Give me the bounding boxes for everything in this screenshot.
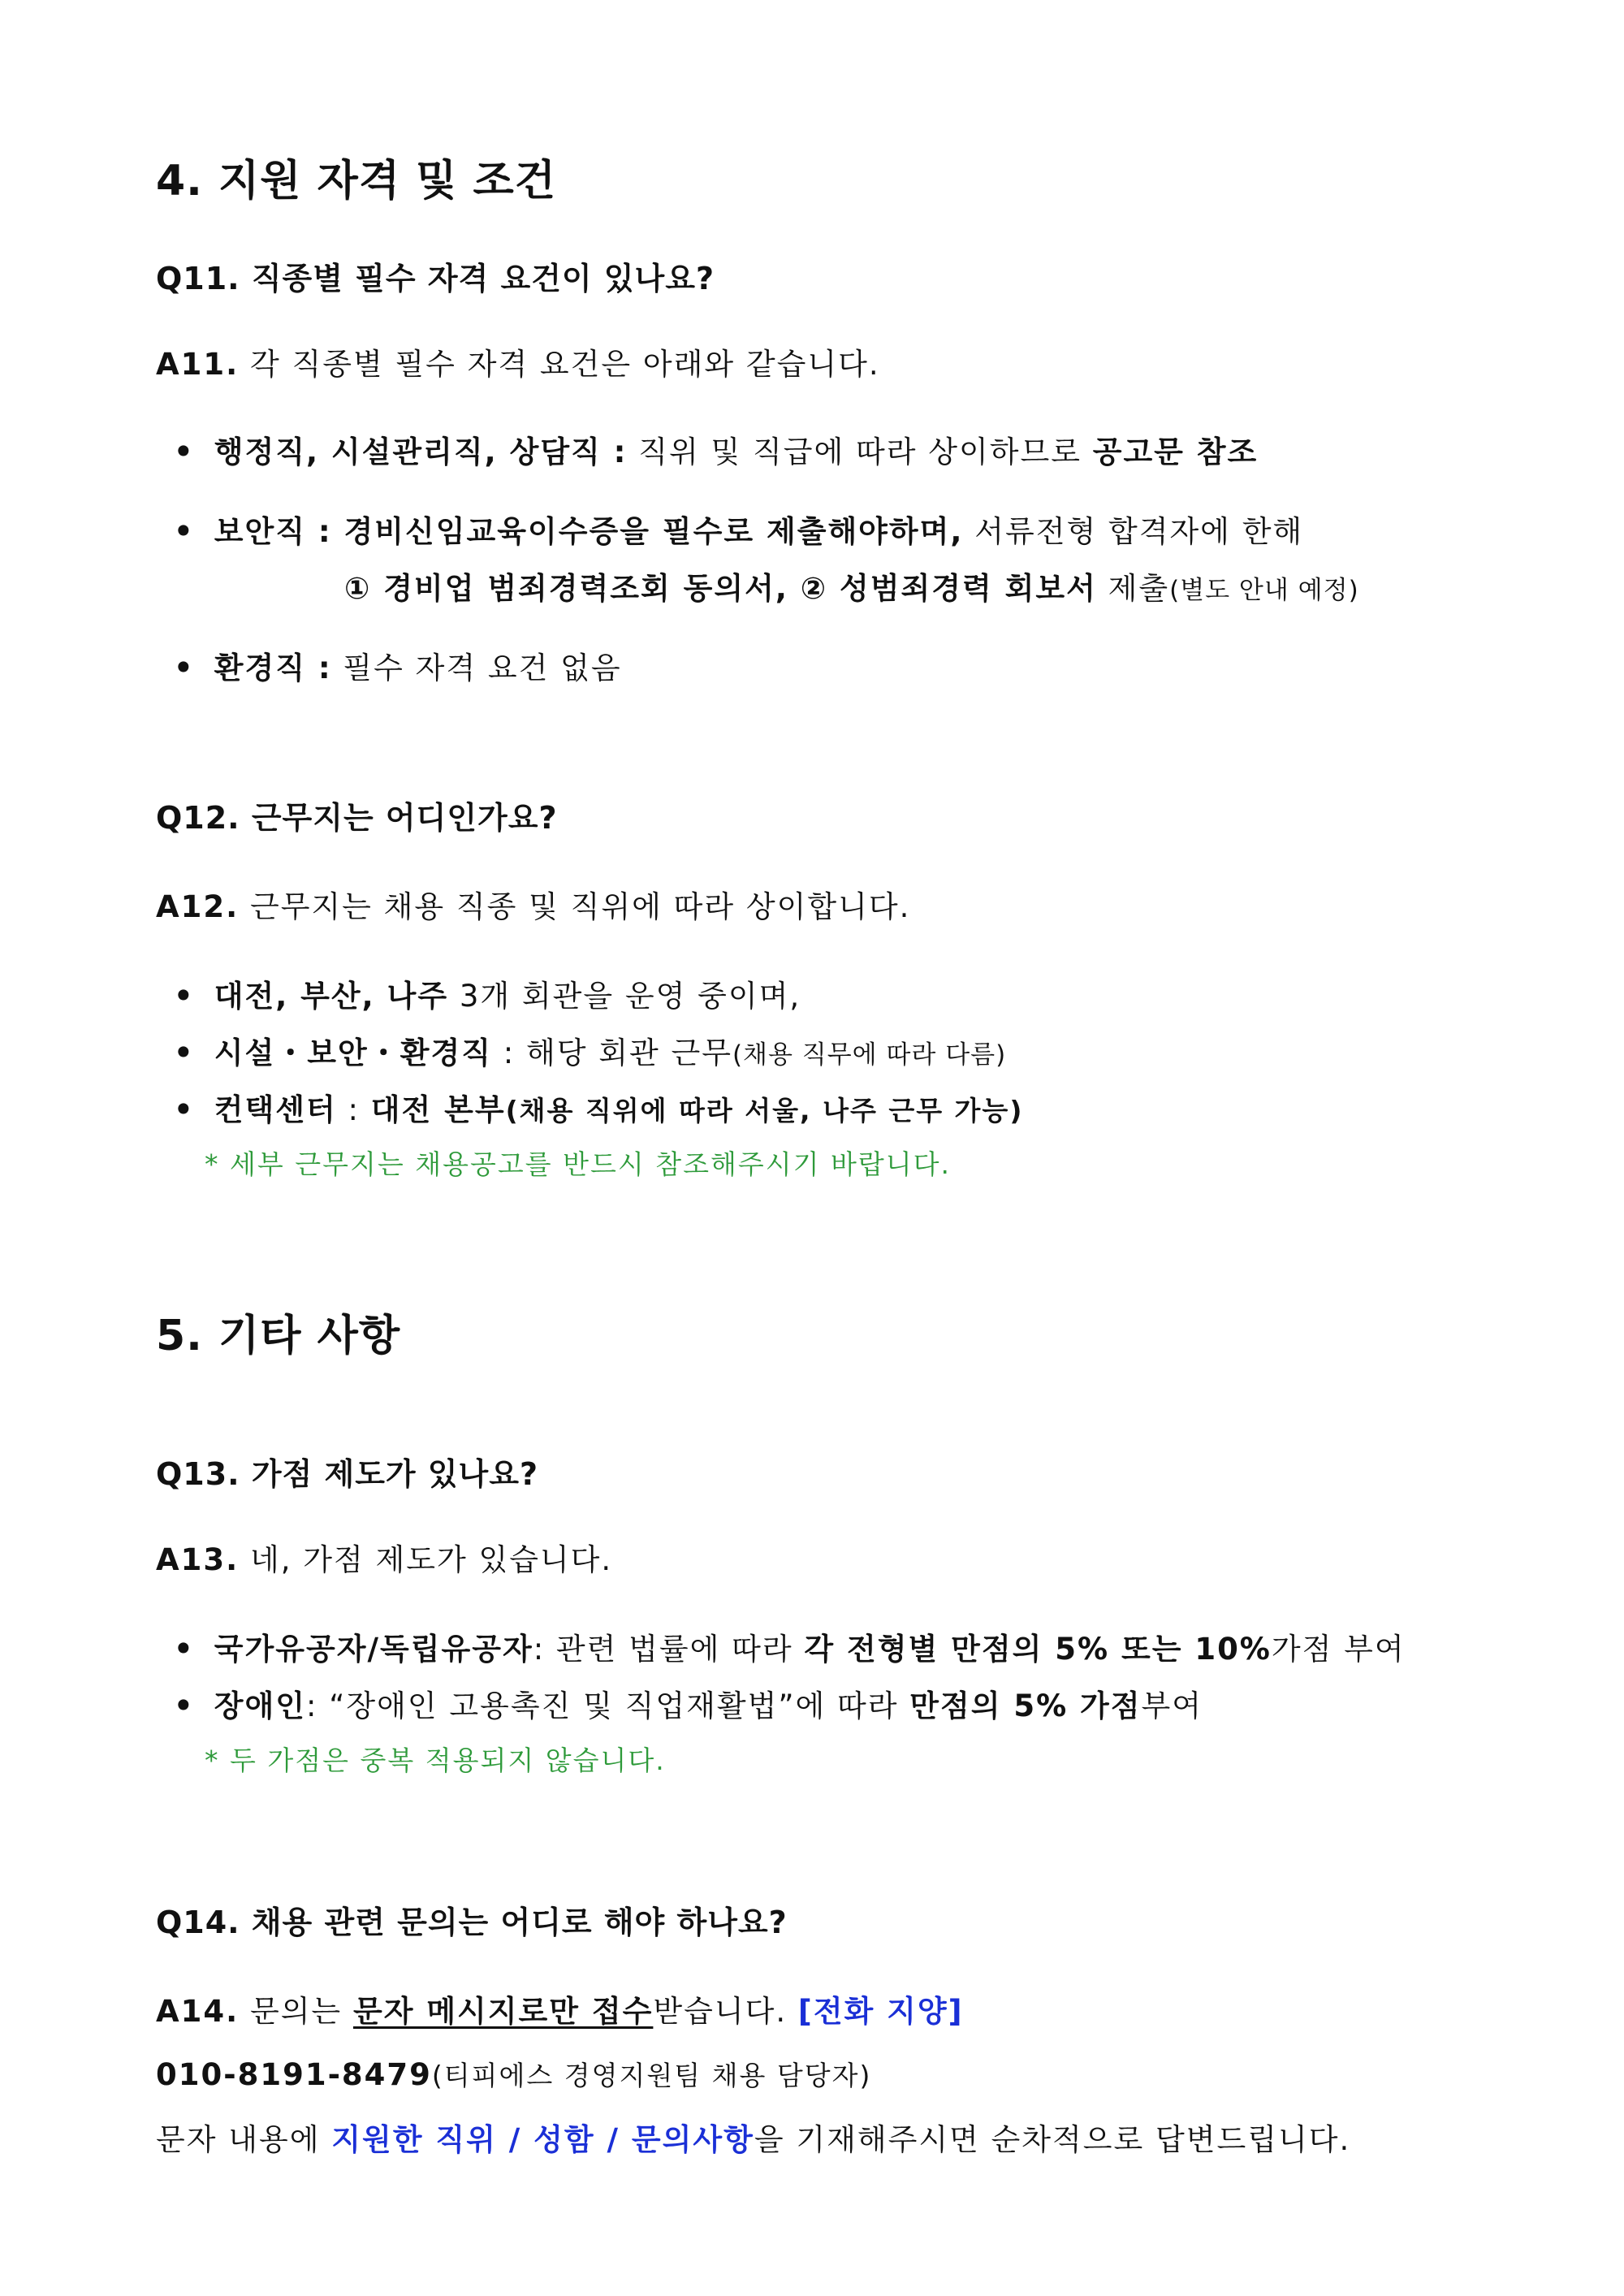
item-small: (채용 직무에 따라 다름)	[732, 1040, 1007, 1070]
list-item	[174, 1028, 1006, 1072]
answer-text: 각 직종별 필수 자격 요건은 아래와 같습니다.	[249, 347, 880, 382]
list-item-continuation	[344, 564, 1359, 608]
item-bold: 컨택센터	[214, 1092, 337, 1127]
q13-question: Q13. 가점 제도가 있나요?	[156, 1456, 539, 1492]
list-item	[174, 971, 801, 1015]
answer-label: A12.	[156, 889, 240, 924]
item-bold: 대전, 부산, 나주	[214, 979, 449, 1014]
q13-answer	[156, 1535, 612, 1579]
answer-emphasis: 문자 메시지로만 접수	[352, 1994, 654, 2029]
item-bold: 시설・보안・환경직	[214, 1036, 492, 1070]
item-text: 서류전형 합격자에 한해	[963, 514, 1304, 549]
list-item	[174, 1085, 1023, 1129]
item-bold: 행정직, 시설관리직, 상담직 :	[214, 435, 628, 469]
q11-answer	[156, 339, 880, 383]
answer-text: 근무지는 채용 직종 및 직위에 따라 상이합니다.	[249, 889, 911, 924]
item-text: 부여	[1141, 1688, 1203, 1723]
item-bold: 공고문 참조	[1092, 435, 1259, 469]
item-bold: 장애인	[214, 1688, 306, 1723]
item-text: : 관련 법률에 따라	[533, 1632, 805, 1667]
item-bold: (채용 직위에 따라 서울, 나주 근무 가능)	[505, 1095, 1024, 1126]
item-text: 가점 부여	[1271, 1632, 1406, 1667]
q11-question: Q11. 직종별 필수 자격 요건이 있나요?	[156, 261, 715, 296]
contact-line	[156, 2055, 871, 2093]
answer-text: 받습니다.	[653, 1994, 798, 2029]
list-item	[174, 643, 622, 687]
list-item	[174, 1681, 1203, 1725]
instruction-text: 문자 내용에	[156, 2122, 332, 2157]
item-bold: 경비신임교육이수증을 필수로 제출해야하며,	[331, 514, 964, 549]
item-bold: 대전 본부	[370, 1092, 506, 1127]
item-bold: 환경직 :	[214, 651, 332, 685]
phone-number: 010-8191-8479	[156, 2057, 432, 2092]
item-text: : 해당 회관 근무	[491, 1036, 732, 1070]
q14-answer	[156, 1987, 964, 2030]
item-bold: ① 경비업 범죄경력조회 동의서, ② 성범죄경력 회보서	[344, 571, 1097, 606]
contact-description: (티피에스 경영지원팀 채용 담당자)	[431, 2060, 872, 2091]
item-text: :	[336, 1092, 371, 1127]
answer-label: A14.	[156, 1994, 240, 2029]
instruction-line	[156, 2115, 1350, 2159]
item-bold: 만점의 5% 가점	[909, 1688, 1142, 1723]
list-item	[174, 507, 1303, 551]
list-item	[174, 427, 1258, 471]
item-text: 필수 자격 요건 없음	[331, 651, 622, 685]
q13-note: * 두 가점은 중복 적용되지 않습니다.	[205, 1745, 666, 1776]
section4-title: 4. 지원 자격 및 조건	[156, 157, 556, 205]
item-bold: 국가유공자/독립유공자	[214, 1632, 533, 1667]
item-text: 제출	[1096, 571, 1170, 606]
item-text: : “장애인 고용촉진 및 직업재활법”에 따라	[306, 1688, 910, 1723]
item-bold: 보안직 :	[214, 514, 332, 549]
answer-text: 네, 가점 제도가 있습니다.	[249, 1542, 613, 1577]
item-text: 직위 및 직급에 따라 상이하므로	[627, 435, 1093, 469]
item-text: 3개 회관을 운영 중이며,	[448, 979, 801, 1014]
instruction-emphasis: 지원한 직위 / 성함 / 문의사항	[331, 2122, 754, 2157]
q12-question: Q12. 근무지는 어디인가요?	[156, 800, 558, 836]
answer-warning: [전화 지양]	[797, 1994, 964, 2029]
answer-label: A11.	[156, 347, 240, 382]
item-bold: 각 전형별 만점의 5% 또는 10%	[804, 1632, 1272, 1667]
q12-answer	[156, 882, 910, 926]
q14-question: Q14. 채용 관련 문의는 어디로 해야 하나요?	[156, 1905, 788, 1940]
list-item	[174, 1624, 1406, 1668]
answer-label: A13.	[156, 1542, 240, 1577]
answer-text: 문의는	[249, 1994, 353, 2029]
q12-note: * 세부 근무지는 채용공고를 반드시 참조해주시기 바랍니다.	[205, 1148, 951, 1180]
instruction-text: 을 기재해주시면 순차적으로 답변드립니다.	[754, 2122, 1351, 2157]
section5-title: 5. 기타 사항	[156, 1312, 401, 1360]
item-small: (별도 안내 예정)	[1169, 576, 1359, 605]
